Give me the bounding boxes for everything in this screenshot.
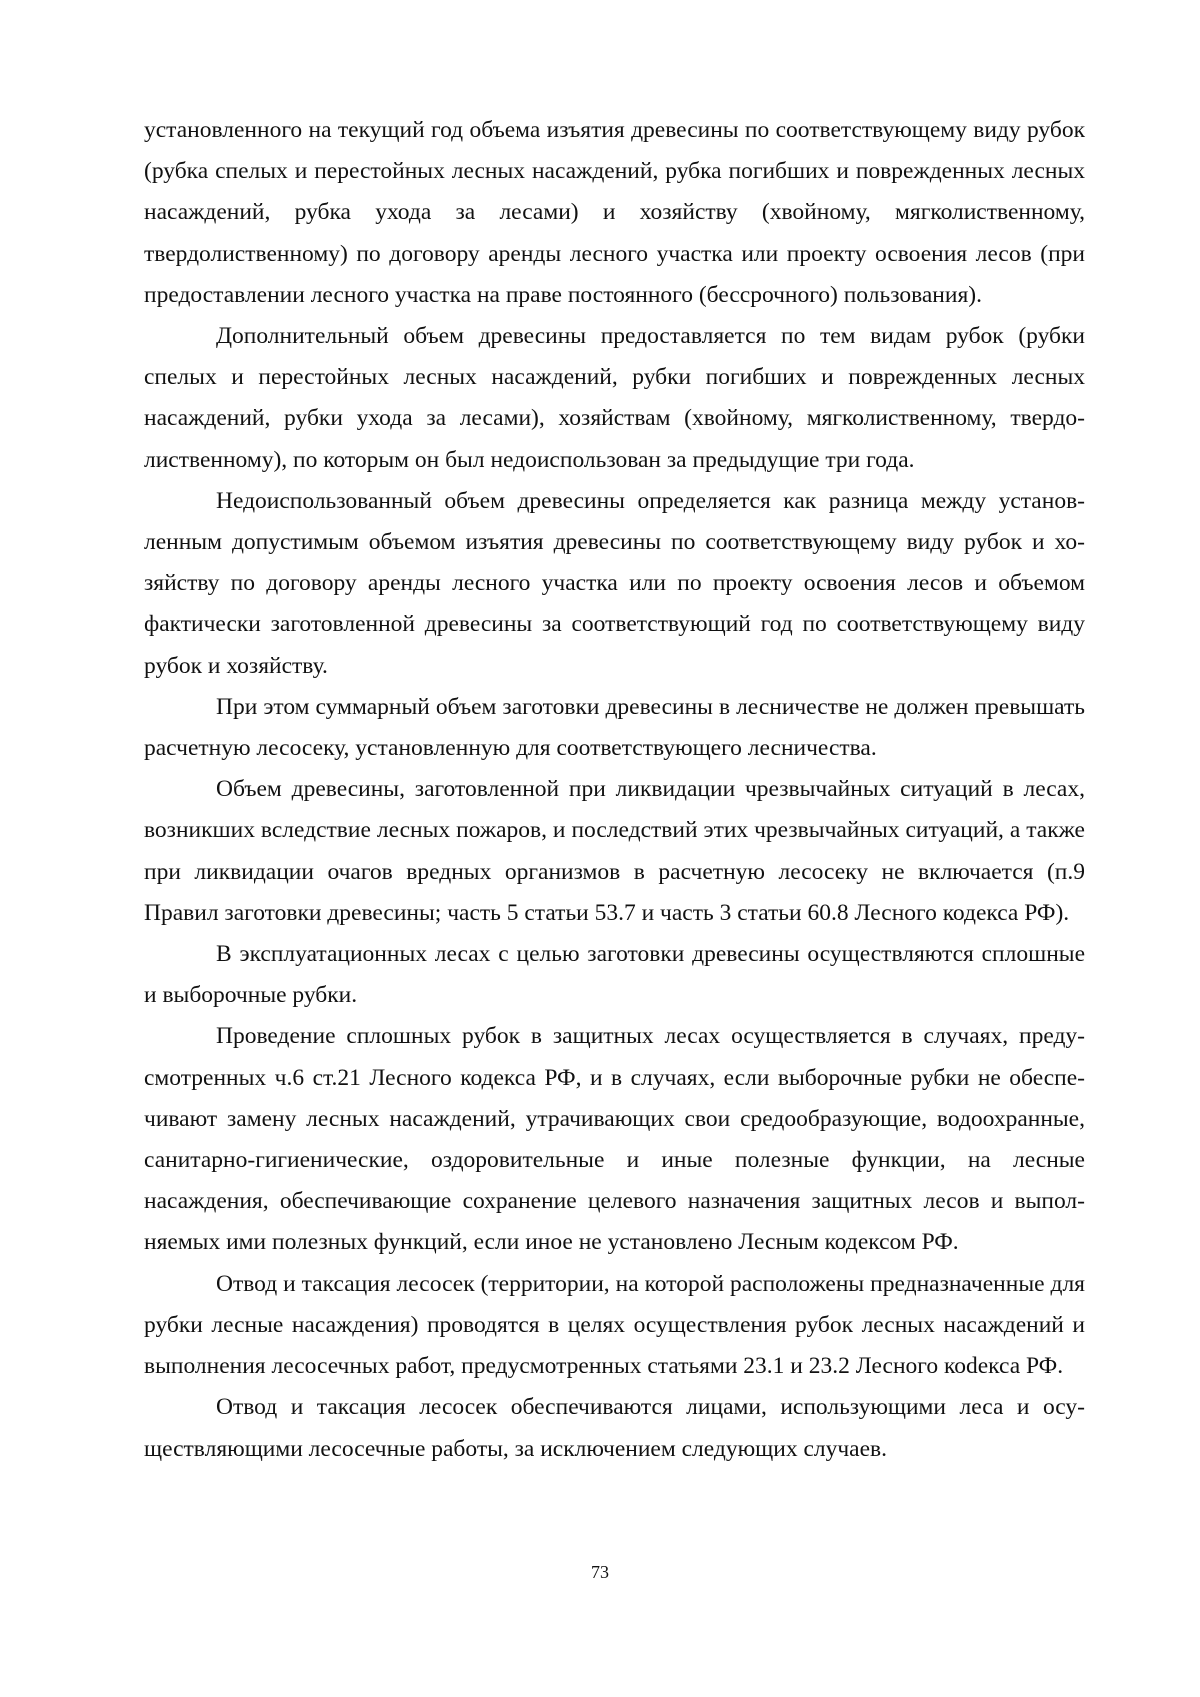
paragraph: Недоиспользованный объем древесины определяется как разница между установленным допустимым объемом изъятия древесины по соответствующему виду рубок и хозяйству по договору аренды лесного участка или по проекту освоения лесов и объемом фактически заготовленной древесины за соответствующий год по соответствующему виду рубок и хозяйству. (144, 487, 1085, 679)
paragraph: При этом суммарный объем заготовки древесины в лесничестве не должен превышать расчетную лесосеку, установленную для соответствующего лесничества. (144, 693, 1085, 762)
paragraph: В эксплуатационных лесах с целью заготовки древесины осуществляются сплошные и выборочные рубки. (144, 941, 1085, 1009)
page-number: 73 (591, 1562, 609, 1582)
paragraph: Отвод и таксация лесосек обеспечиваются лицами, использующими леса и осуществляющими лесосечные работы, за исключением следующих случаев. (144, 1394, 1085, 1462)
paragraph-continuation: установленного на текущий год объема изъятия древесины по соответствующему виду рубок (рубка спелых и перестойных лесных насаждений, рубка погибших и поврежденных лесных насаждений, рубка ухода за лесами) и хозяйству (хвойному, мягколиственному, твердолиственному) по договору аренды лесного участка или проекту освоения лесов (при предоставлении лесного участка на праве постоянного (бессрочного) пользования). (144, 117, 1085, 308)
paragraph: Дополнительный объем древесины предоставляется по тем видам рубок (рубки спелых и перестойных лесных насаждений, рубки погибших и поврежденных лесных насаждений, рубки ухода за лесами), хозяйствам (хвойному, мягколиственному, твердолиственному), по которым он был недоиспользован за предыдущие три года. (144, 323, 1085, 473)
paragraph: Проведение сплошных рубок в защитных лесах осуществляется в случаях, предусмотренных ч.6 ст.21 Лесного кодекса РФ, и в случаях, если выборочные рубки не обеспечивают замену лесных насаждений, утрачивающих свои средообразующие, водоохранные, санитарно-гигиенические, оздоровительные и иные полезные функции, на лесные насаждения, обеспечивающие сохранение целевого назначения защитных лесов и выполняемых ими полезных функций, если иное не установлено Лесным кодексом РФ. (144, 1023, 1085, 1256)
paragraph: Отвод и таксация лесосек (территории, на которой расположены предназначенные для рубки лесные насаждения) проводятся в целях осуществления рубок лесных насаждений и выполнения лесосечных работ, предусмотренных статьями 23.1 и 23.2 Лесного коdекса РФ. (144, 1270, 1085, 1380)
document-page (144, 110, 1085, 1470)
paragraph: Объем древесины, заготовленной при ликвидации чрезвычайных ситуаций в лесах, возникших вследствие лесных пожаров, и последствий этих чрезвычайных ситуаций, а также при ликвидации очагов вредных организмов в расчетную лесосеку не включается (п.9 Правил заготовки древесины; часть 5 статьи 53.7 и часть 3 статьи 60.8 Лесного кодекса РФ). (144, 776, 1085, 926)
